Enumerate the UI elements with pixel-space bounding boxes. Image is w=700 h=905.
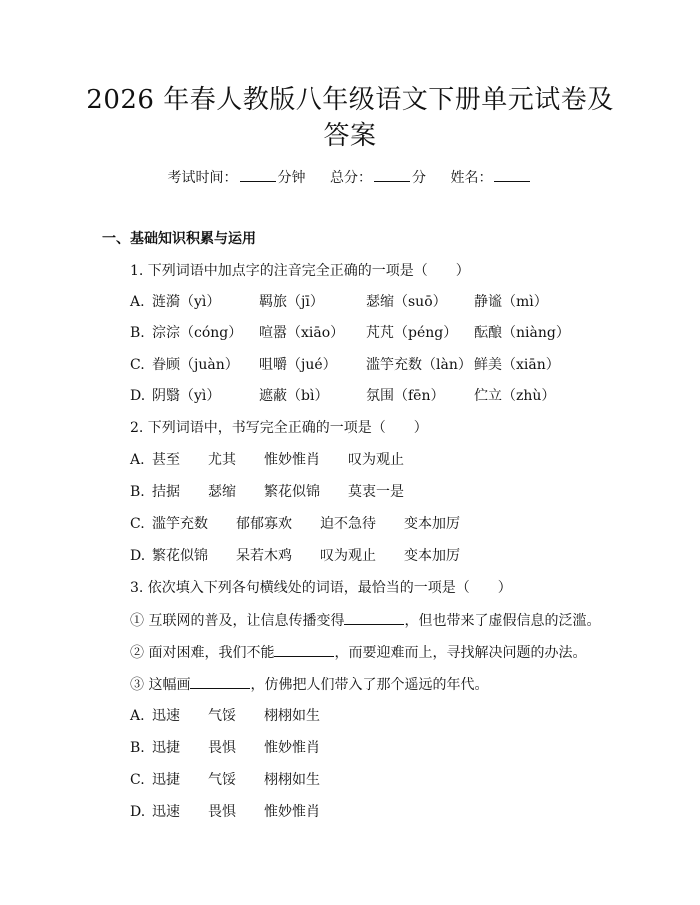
time-unit: 分钟 bbox=[277, 170, 306, 186]
q2-option-a[interactable] bbox=[130, 450, 432, 470]
option-letter: A. bbox=[130, 452, 145, 468]
q2-option-c[interactable] bbox=[130, 514, 488, 534]
q1-option-c[interactable] bbox=[130, 355, 594, 375]
fill-blank[interactable] bbox=[190, 674, 250, 689]
option-item: 氛围（fēn） bbox=[366, 388, 445, 404]
option-item: 淙淙（cóng） bbox=[152, 325, 243, 341]
q2-option-d[interactable] bbox=[130, 546, 488, 566]
page-title-line2: 答案 bbox=[323, 121, 377, 151]
option-letter: B. bbox=[130, 325, 145, 341]
option-item: 呆若木鸡 bbox=[236, 548, 292, 564]
option-item: 气馁 bbox=[208, 708, 236, 724]
section-heading: 一、基础知识积累与运用 bbox=[102, 231, 256, 247]
option-item: 迅速 bbox=[152, 708, 180, 724]
name-field bbox=[450, 168, 532, 188]
fill-blank[interactable] bbox=[344, 610, 404, 625]
q3-option-c[interactable] bbox=[130, 770, 348, 790]
q3-sentence-2 bbox=[130, 642, 586, 663]
option-item: 迅捷 bbox=[152, 740, 180, 756]
option-item: 惟妙惟肖 bbox=[264, 804, 320, 820]
option-item: 迫不急待 bbox=[320, 516, 376, 532]
option-item: 瑟缩 bbox=[208, 484, 236, 500]
option-item: 栩栩如生 bbox=[264, 708, 320, 724]
option-letter: D. bbox=[130, 388, 146, 404]
score-unit: 分 bbox=[412, 170, 426, 186]
option-item: 迅速 bbox=[152, 804, 180, 820]
option-item: 畏惧 bbox=[208, 804, 236, 820]
option-item: 阴翳（yì） bbox=[152, 388, 221, 404]
option-item: 变本加厉 bbox=[404, 516, 460, 532]
fill-blank[interactable] bbox=[274, 642, 334, 657]
option-item: 伫立（zhù） bbox=[474, 388, 556, 404]
option-item: 瑟缩（suō） bbox=[366, 294, 447, 310]
score-field bbox=[330, 168, 426, 188]
option-item: 惟妙惟肖 bbox=[264, 452, 320, 468]
option-item: 静谧（mì） bbox=[474, 294, 548, 310]
q3-sentence-3 bbox=[130, 674, 488, 695]
option-item: 迅捷 bbox=[152, 772, 180, 788]
q1-option-b[interactable] bbox=[130, 323, 594, 343]
option-item: 栩栩如生 bbox=[264, 772, 320, 788]
q1-option-a[interactable] bbox=[130, 292, 594, 312]
option-item: 遮蔽（bì） bbox=[259, 388, 329, 404]
option-item: 滥竽充数（làn） bbox=[366, 357, 472, 373]
time-blank[interactable] bbox=[240, 168, 276, 182]
question-3-stem: 3. 依次填入下列各句横线处的词语，最恰当的一项是（ ） bbox=[130, 580, 512, 596]
option-item: 变本加厉 bbox=[404, 548, 460, 564]
option-letter: C. bbox=[130, 516, 145, 532]
option-letter: D. bbox=[130, 804, 146, 820]
name-blank[interactable] bbox=[494, 168, 530, 182]
sentence-text: ，而要迎难而上，寻找解决问题的办法。 bbox=[334, 645, 587, 661]
score-blank[interactable] bbox=[374, 168, 410, 182]
sentence-text: ③ 这幅画 bbox=[130, 677, 191, 693]
option-letter: B. bbox=[130, 740, 145, 756]
option-item: 涟漪（yì） bbox=[152, 294, 221, 310]
option-item: 惟妙惟肖 bbox=[264, 740, 320, 756]
option-item: 气馁 bbox=[208, 772, 236, 788]
option-item: 繁花似锦 bbox=[264, 484, 320, 500]
time-field bbox=[168, 168, 306, 188]
option-letter: B. bbox=[130, 484, 145, 500]
option-item: 郁郁寡欢 bbox=[236, 516, 292, 532]
option-item: 鲜美（xiān） bbox=[474, 357, 560, 373]
option-letter: A. bbox=[130, 708, 145, 724]
option-item: 羁旅（jī） bbox=[259, 294, 324, 310]
option-item: 甚至 bbox=[152, 452, 180, 468]
option-item: 繁花似锦 bbox=[152, 548, 208, 564]
option-letter: D. bbox=[130, 548, 146, 564]
option-letter: C. bbox=[130, 357, 145, 373]
sentence-text: ，但也带来了虚假信息的泛滥。 bbox=[404, 613, 601, 629]
question-2-stem: 2. 下列词语中，书写完全正确的一项是（ ） bbox=[130, 420, 428, 436]
option-item: 眷顾（juàn） bbox=[152, 357, 239, 373]
option-item: 叹为观止 bbox=[320, 548, 376, 564]
option-letter: C. bbox=[130, 772, 145, 788]
option-item: 叹为观止 bbox=[348, 452, 404, 468]
question-1-stem: 1. 下列词语中加点字的注音完全正确的一项是（ ） bbox=[130, 263, 470, 279]
sentence-text: ② 面对困难，我们不能 bbox=[130, 645, 275, 661]
q3-sentence-1 bbox=[130, 610, 600, 631]
q3-option-a[interactable] bbox=[130, 706, 348, 726]
sentence-text: ① 互联网的普及，让信息传播变得 bbox=[130, 613, 345, 629]
option-item: 酝酿（niàng） bbox=[474, 325, 570, 341]
score-label: 总分： bbox=[330, 170, 372, 186]
exam-info-row bbox=[0, 168, 700, 188]
q3-option-d[interactable] bbox=[130, 802, 348, 822]
page-title-line1: 2026 年春人教版八年级语文下册单元试卷及 bbox=[86, 85, 614, 115]
option-item: 莫衷一是 bbox=[348, 484, 404, 500]
option-item: 尤其 bbox=[208, 452, 236, 468]
q1-option-d[interactable] bbox=[130, 386, 594, 406]
option-item: 咀嚼（jué） bbox=[259, 357, 337, 373]
option-item: 喧嚣（xiāo） bbox=[259, 325, 345, 341]
q3-option-b[interactable] bbox=[130, 738, 348, 758]
time-label: 考试时间： bbox=[167, 170, 238, 186]
option-item: 芃芃（péng） bbox=[366, 325, 458, 341]
option-item: 滥竽充数 bbox=[152, 516, 208, 532]
option-item: 拮据 bbox=[152, 484, 180, 500]
option-item: 畏惧 bbox=[208, 740, 236, 756]
option-letter: A. bbox=[130, 294, 145, 310]
name-label: 姓名： bbox=[450, 170, 493, 186]
q2-option-b[interactable] bbox=[130, 482, 432, 502]
sentence-text: ，仿佛把人们带入了那个遥远的年代。 bbox=[250, 677, 489, 693]
